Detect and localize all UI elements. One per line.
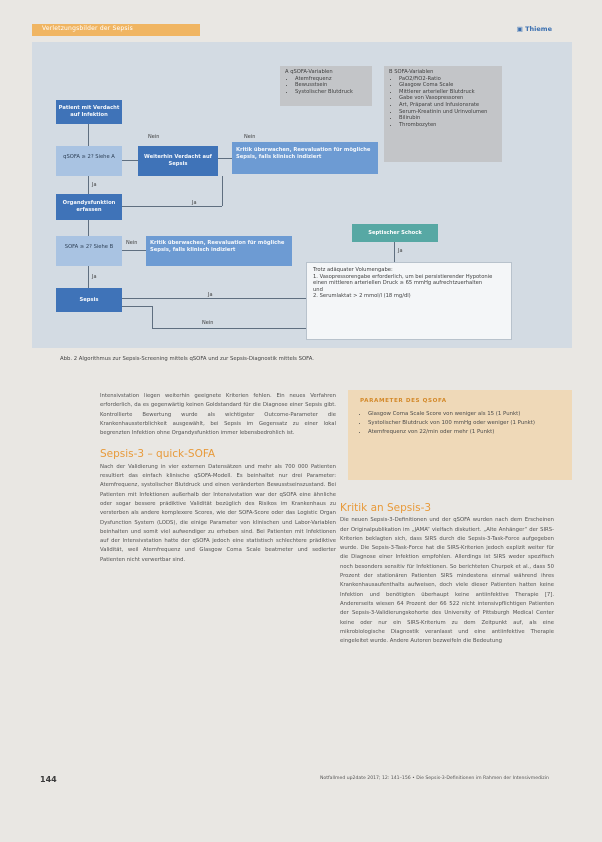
section-title: Verletzungsbilder der Sepsis [42, 25, 133, 32]
organ-dysfunction-box: Organdysfunktion erfassen [56, 194, 122, 220]
connector-line [122, 160, 138, 161]
publisher-name: Thieme [525, 25, 552, 33]
section-banner [32, 24, 200, 36]
qsofa-variables-box [280, 66, 372, 106]
nein-label: Nein [202, 320, 214, 326]
sepsis-box: Sepsis [56, 288, 122, 312]
connector-line [122, 306, 152, 307]
connector-line [394, 242, 395, 262]
monitor-reevaluate-box-2: Kritik überwachen, Reevaluation für mögliche Sepsis, falls klinisch indiziert [146, 236, 292, 266]
criteria-intro: Trotz adäquater Volumengabe: [313, 267, 393, 273]
journal-reference: Notfallmed up2date 2017; 12: 141–156 • Die Sepsis-3-Definitionen im Rahmen der Intensivmedizin [320, 776, 549, 781]
qsofa-variable-item: • Systolischer Blutdruck [295, 89, 367, 96]
sofa-variables-box [384, 66, 502, 162]
suspected-sepsis-box: Weiterhin Verdacht auf Sepsis [138, 146, 218, 176]
qsofa-parameters-box [348, 390, 572, 480]
septic-shock-criteria-box [306, 262, 512, 340]
page-number: 144 [40, 775, 57, 784]
connector-line [122, 250, 146, 251]
qsofa-check-box: qSOFA ≥ 2? Siehe A [56, 146, 122, 176]
figure-caption: Abb. 2 Algorithmus zur Sepsis-Screening mittels qSOFA und zur Sepsis-Diagnostik mittels SOFA. [60, 356, 314, 362]
connector-line [88, 220, 89, 236]
publisher-logo: ▣ Thieme [516, 25, 552, 33]
connector-line [88, 266, 89, 288]
parameter-item: • Glasgow Coma Scale Score von weniger als 15 (1 Punkt) [368, 410, 564, 419]
connector-line [122, 298, 306, 299]
criteria-lactate: 2. Serumlaktat > 2 mmol/l (18 mg/dl) [313, 293, 411, 300]
connector-line [88, 124, 89, 146]
sofa-check-box: SOFA ≥ 2? Siehe B [56, 236, 122, 266]
sofa-variable-item: • Gabe von Vasopressoren [399, 95, 497, 102]
criteria-and: und [313, 286, 323, 293]
monitor-reevaluate-box-1: Kritik überwachen, Reevaluation für mögliche Sepsis, falls klinisch indiziert [232, 142, 378, 174]
left-column [100, 392, 336, 565]
right-column [340, 504, 554, 646]
left-intro-paragraph: Intensivstation liegen weiterhin geeignete Kriterien fehlen. Ein neues Verfahren erforderlich, da es gegenwärtig keinen Goldstandard für die Diagnose einer Sepsis gibt. Kontrollierte Bewertung wurde als wichtigster Outcome-Parameter die Krankenhaussterblichkeit ausgewählt, bei Sepsis im Gegensatz zu einer lokal begrenzten Infektion ohne Organdysfunktion immer lebensbedrohlich ist. [100, 393, 336, 437]
sofa-variable-item: • Bilirubin [399, 115, 497, 122]
right-body-paragraph: Die neuen Sepsis-3-Definitionen und der qSOFA wurden nach dem Erscheinen der Originalpublikation im „JAMA“ vielfach diskutiert. „Alte Anhänger“ der SIRS-Kriterien beklagten sich, dass SIRS durch die Sepsis-3-Task-Force aufgegeben wurde. Die Sepsis-3-Task-Force hat die SIRS-Kriterien jedoch explizit weiter für die Diagnose einer Infektion empfohlen. Allerdings ist SIRS weder spezifisch noch besonders sensitiv für Infektionen. So berichteten Churpek et al., dass 50 Prozent der stationären Patienten SIRS mindestens einmal während ihres Krankenhausaufenthalts aufweisen, doch viele dieser Patienten hatten keine Infektion und benötigten überhaupt keine antiinfektive Therapie [7]. Andererseits wiesen 64 Prozent der 66 522 nicht intensivpflichtigen Patienten der Sepsis-3-Validierungskohorte des University of Pittsburgh Medical Center keine oder nur ein SIRS-Kriterium zu dem Zeitpunkt auf, als eine mikrobiologische Diagnostik veranlasst und eine antiinfektive Therapie eingeleitet wurde. Andere Autoren bezweifeln die Bedeutung [340, 517, 554, 645]
connector-line [152, 306, 153, 328]
parameter-item: • Systolischer Blutdruck von 100 mmHg oder weniger (1 Punkt) [368, 419, 564, 428]
patient-suspected-infection-box: Patient mit Verdacht auf Infektion [56, 100, 122, 124]
ja-label: Ja [92, 274, 97, 280]
nein-label: Nein [126, 240, 138, 246]
nein-label: Nein [148, 134, 160, 140]
ja-label: Ja [398, 248, 403, 254]
nein-label: Nein [244, 134, 256, 140]
connector-line [122, 206, 222, 207]
criteria-vasopressor: 1. Vasopressorengabe erforderlich, um bei persistierender Hypotonie einen mittleren arteriellen Druck ≥ 65 mmHg aufrechtzuerhalten [313, 273, 493, 287]
ja-label: Ja [208, 292, 213, 298]
sofa-variable-item: • Thrombozyten [399, 122, 497, 129]
qsofa-variable-item: • Bewusstsein [295, 82, 367, 89]
parameter-item: • Atemfrequenz von 22/min oder mehr (1 Punkt) [368, 428, 564, 437]
right-section-heading: Kritik an Sepsis-3 [340, 502, 432, 514]
sofa-variable-item: • Serum-Kreatinin und Urinvolumen [399, 109, 497, 116]
ja-label: Ja [192, 200, 197, 206]
sofa-variable-item: • Mittlerer arterieller Blutdruck [399, 89, 497, 96]
sofa-variable-item: • Glasgow Coma Scale [399, 82, 497, 89]
algorithm-figure [32, 42, 572, 348]
connector-line [152, 328, 306, 329]
connector-line [222, 176, 223, 206]
septic-shock-box: Septischer Schock [352, 224, 438, 242]
sofa-variable-item: • Art, Präparat und Infusionsrate [399, 102, 497, 109]
ja-label: Ja [92, 182, 97, 188]
parameters-title: PARAMETER DES QSOFA [360, 398, 447, 404]
connector-line [88, 176, 89, 194]
sofa-variables-title: B SOFA-Variablen [389, 69, 434, 75]
left-body-paragraph: Nach der Validierung in vier externen Datensätzen und mehr als 700 000 Patienten resultiert das einfach klinische qSOFA-Modell. Es beinhaltet nur drei Parameter: Atemfrequenz, systolischer Blutdruck und einen veränderten Bewusstseinszustand. Bei Patienten mit Infektionen außerhalb der Intensivstation war der qSOFA eine ähnliche oder sogar bessere prädiktive Validität bezüglich des Risikos im Krankenhaus zu versterben als andere komplexere Scores, wie der SOFA-Score oder das Logistic Organ Dysfunction System (LODS), die einige Parameter von klinischen und Labor-Variablen beinhalten und somit viel aufwendiger zu erheben sind. Bei Patienten mit Infektionen auf der Intensivstation hatte der qSOFA jedoch eine statistisch schlechtere prädiktive Validität, weil Atemfrequenz und Glasgow Coma Scale beatmeter und sedierter Patienten nicht verwertbar sind. [100, 463, 336, 563]
left-section-heading: Sepsis-3 – quick-SOFA [100, 448, 216, 461]
qsofa-variable-item: • Atemfrequenz [295, 76, 367, 83]
qsofa-variables-title: A qSOFA-Variablen [285, 69, 333, 75]
connector-line [218, 158, 232, 159]
sofa-variable-item: • PaO2/FiO2-Ratio [399, 76, 497, 83]
